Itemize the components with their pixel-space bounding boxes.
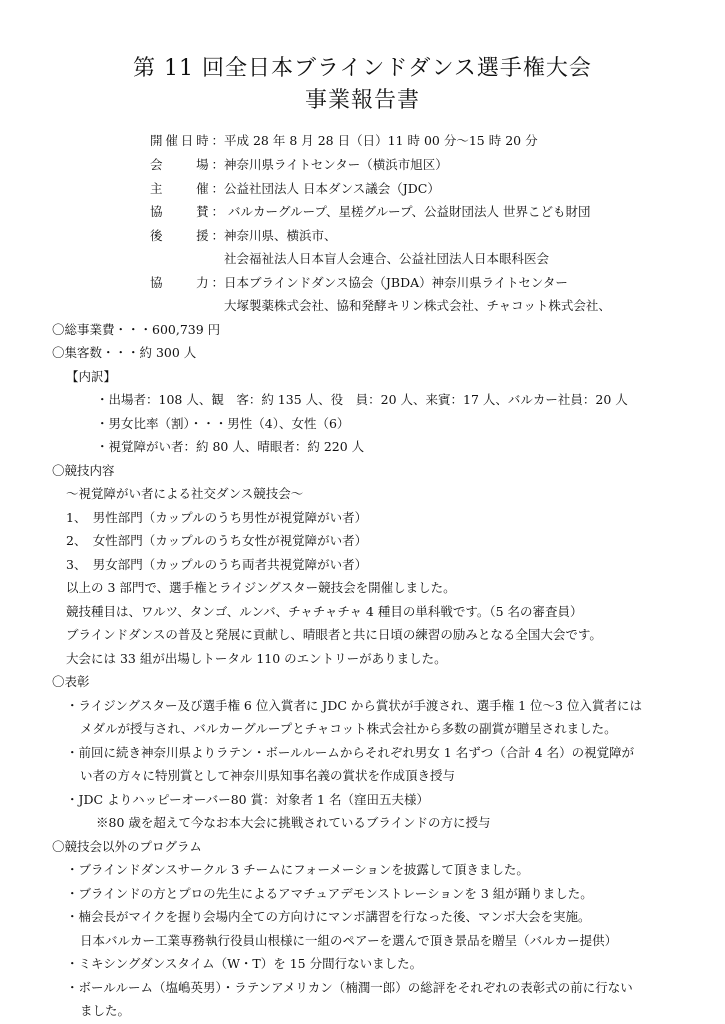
list-item: ・楠会長がマイクを握り会場内全ての方向けにマンボ講習を行なった後、マンボ大会を実施。 [66, 909, 591, 924]
list-item-continuation: い者の方々に特別賞として神奈川県知事名義の賞状を作成頂き授与 [80, 768, 456, 783]
info-value: 神奈川県ライトセンター（横浜市旭区） [224, 157, 448, 172]
section-heading: 〇競技会以外のプログラム [52, 839, 202, 854]
paragraph: ～視覚障がい者による社交ダンス競技会～ [66, 486, 304, 501]
document-title: 第 11 回全日本ブラインドダンス選手権大会 [133, 56, 592, 81]
info-label: 後 援： [150, 228, 224, 243]
info-value: 日本ブラインドダンス協会（JBDA）神奈川県ライトセンター [224, 275, 568, 290]
info-value: 大塚製薬株式会社、協和発酵キリン株式会社、チャコット株式会社、 [224, 298, 611, 313]
list-item: ・ブラインドダンスサークル 3 チームにフォーメーションを披露して頂きました。 [66, 862, 529, 877]
info-row-continuation [224, 250, 549, 268]
info-value: 社会福祉法人日本盲人会連合、公益社団法人日本眼科医会 [224, 251, 550, 266]
paragraph: 競技種目は、ワルツ、タンゴ、ルンバ、チャチャチャ 4 種目の単科戦です。（5 名の審査員） [66, 604, 583, 619]
info-label: 協 賛： [150, 204, 224, 219]
list-item: ・出場者：108 人、観 客：約 135 人、役 員：20 人、来賓：17 人、バルカー社員：20 人 [96, 392, 628, 407]
info-value: 神奈川県、横浜市、 [224, 228, 337, 243]
list-item: ・ブラインドの方とプロの先生によるアマチュアデモンストレーションを 3 組が踊りました。 [66, 886, 593, 901]
info-row [150, 180, 440, 198]
section-heading: 〇表彰 [52, 674, 90, 689]
list-item: ・男女比率（割）・・・男性（4）、女性（6） [96, 416, 350, 431]
paragraph: 以上の 3 部門で、選手権とライジングスター競技会を開催しました。 [66, 580, 456, 595]
info-value: 公益社団法人 日本ダンス議会（JDC） [224, 181, 440, 196]
document-subtitle: 事業報告書 [304, 88, 420, 113]
section-heading: 〇競技内容 [52, 463, 115, 478]
list-item: ・視覚障がい者：約 80 人、晴眼者：約 220 人 [96, 439, 365, 454]
info-row [150, 227, 337, 245]
info-row [150, 203, 590, 221]
info-row [150, 274, 568, 292]
subheading: 【内訳】 [66, 369, 117, 384]
note: ※80 歳を超えて今なお本大会に挑戦されているブラインドの方に授与 [96, 815, 491, 830]
list-item-continuation: 日本バルカー工業専務執行役員山根様に一組のペアーを選んで頂き景品を贈呈（バルカー提供） [80, 933, 618, 948]
info-value: 平成 28 年 8 月 28 日（日）11 時 00 分～15 時 20 分 [224, 133, 538, 148]
list-item: 1、 男性部門（カップルのうち男性が視覚障がい者） [66, 510, 368, 525]
info-label: 主 催： [150, 181, 224, 196]
info-label: 会 場： [150, 157, 224, 172]
section-heading: 〇総事業費・・・600,739 円 [52, 322, 221, 337]
list-item: 3、 男女部門（カップルのうち両者共視覚障がい者） [66, 557, 368, 572]
info-label: 開催日時： [150, 133, 224, 148]
paragraph: ブラインドダンスの普及と発展に貢献し、晴眼者と共に日頃の練習の励みとなる全国大会です。 [66, 627, 602, 642]
list-item: 2、 女性部門（カップルのうち女性が視覚障がい者） [66, 533, 368, 548]
paragraph: 大会には 33 組が出場しトータル 110 のエントリーがありました。 [66, 651, 447, 666]
list-item: ・ミキシングダンスタイム（W・T）を 15 分間行ないました。 [66, 956, 423, 971]
list-item: ・ライジングスター及び選手権 6 位入賞者に JDC から賞状が手渡され、選手権 1 位～3 位入賞者には [66, 698, 642, 713]
list-item: ・前回に続き神奈川県よりラテン・ボールルームからそれぞれ男女 1 名ずつ（合計 4 名）の視覚障が [66, 745, 635, 760]
list-item: ・ボールルーム（塩嶋英男）・ラテンアメリカン（楠潤一郎）の総評をそれぞれの表彰式の前に行ない [66, 980, 633, 995]
info-row-continuation [224, 297, 611, 315]
list-item-continuation: ました。 [80, 1003, 131, 1018]
info-row [150, 132, 538, 150]
list-item: ・JDC よりハッピーオーバー80 賞：対象者 1 名（窪田五夫様） [66, 792, 429, 807]
info-value: バルカーグループ、星槎グループ、公益財団法人 世界こども財団 [224, 204, 591, 219]
info-label: 協 力： [150, 275, 224, 290]
list-item-continuation: メダルが授与され、バルカーグループとチャコット株式会社から多数の副賞が贈呈されました。 [80, 721, 617, 736]
info-row [150, 156, 448, 174]
section-heading: 〇集客数・・・約 300 人 [52, 345, 197, 360]
